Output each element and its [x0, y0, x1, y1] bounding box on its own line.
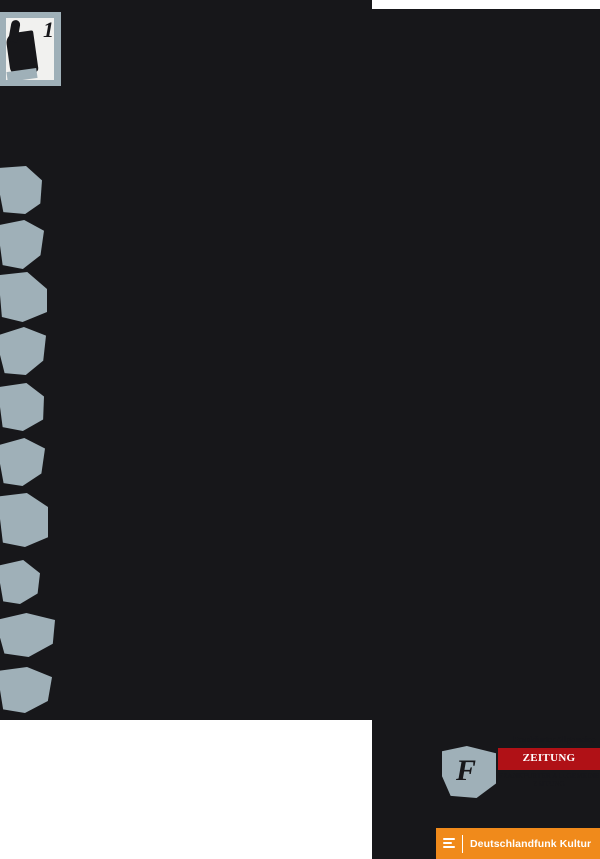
faz-banner-text: ZEITUNG: [522, 752, 576, 764]
faz-red-banner: [498, 748, 600, 770]
deutschlandfunk-kultur-label: Deutschlandfunk Kultur: [470, 837, 592, 850]
logo-divider: [462, 835, 463, 853]
radio-waves-icon: [436, 828, 462, 859]
faz-wordmark: Frankfurter Allgemeine: [512, 734, 596, 744]
faz-subline: FRANKFURTER ALLGEMEINE ZEITUNG: [498, 772, 600, 788]
deutschlandfunk-kultur-logo: [436, 828, 600, 859]
canvas-top-left-block: [0, 0, 372, 9]
faz-logo: [436, 728, 600, 800]
faz-monogram: F: [456, 754, 477, 787]
canvas-main-block: [0, 9, 600, 720]
logo-numeral: 1: [43, 17, 54, 42]
pointing-hand-number-one-logo: [0, 12, 61, 86]
